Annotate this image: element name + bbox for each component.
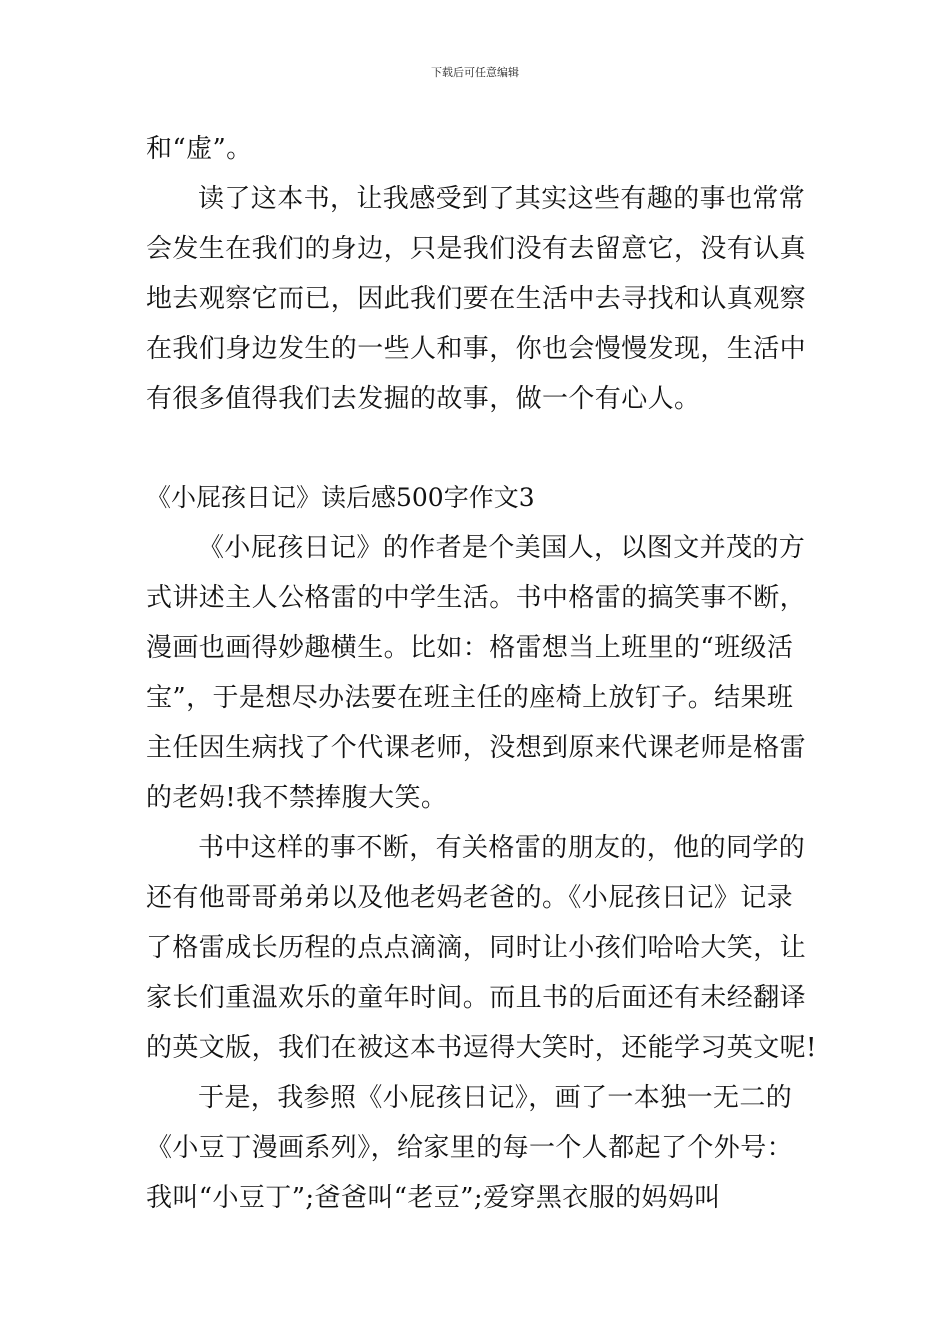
text-line: 主任因生病找了个代课老师，没想到原来代课老师是格雷 xyxy=(146,733,807,763)
text-line: 在我们身边发生的一些人和事，你也会慢慢发现，生活中 xyxy=(146,334,807,364)
text-line: 宝”，于是想尽办法要在班主任的座椅上放钉子。结果班 xyxy=(146,683,794,713)
page-header-note: 下载后可任意编辑 xyxy=(431,66,519,79)
text-line: 我叫“小豆丁”;爸爸叫“老豆”;爱穿黑衣服的妈妈叫 xyxy=(146,1183,721,1213)
text-line: 了格雷成长历程的点点滴滴，同时让小孩们哈哈大笑，让 xyxy=(146,933,807,963)
paragraph-first-line: 书中这样的事不断，有关格雷的朋友的，他的同学的 xyxy=(198,833,806,863)
text-line: 有很多值得我们去发掘的故事，做一个有心人。 xyxy=(146,384,701,414)
text-line: 的英文版，我们在被这本书逗得大笑时，还能学习英文呢! xyxy=(146,1033,817,1063)
text-line: 地去观察它而已，因此我们要在生活中去寻找和认真观察 xyxy=(146,284,807,314)
text-line: 的老妈!我不禁捧腹大笑。 xyxy=(146,783,448,813)
text-line: 《小豆丁漫画系列》，给家里的每一个人都起了个外号： xyxy=(146,1133,794,1163)
text-line: 式讲述主人公格雷的中学生活。书中格雷的搞笑事不断， xyxy=(146,583,807,613)
paragraph-first-line: 《小屁孩日记》的作者是个美国人，以图文并茂的方 xyxy=(198,533,806,563)
section-heading: 《小屁孩日记》读后感500字作文3 xyxy=(146,483,535,512)
paragraph-first-line: 于是，我参照《小屁孩日记》，画了一本独一无二的 xyxy=(198,1083,793,1113)
text-line: 和“虚”。 xyxy=(146,134,253,164)
text-line: 会发生在我们的身边，只是我们没有去留意它，没有认真 xyxy=(146,234,807,264)
text-line: 家长们重温欢乐的童年时间。而且书的后面还有未经翻译 xyxy=(146,983,807,1013)
text-line: 漫画也画得妙趣横生。比如：格雷想当上班里的“班级活 xyxy=(146,633,794,663)
text-line: 还有他哥哥弟弟以及他老妈老爸的。《小屁孩日记》记录 xyxy=(146,883,794,913)
paragraph-first-line: 读了这本书，让我感受到了其实这些有趣的事也常常 xyxy=(198,184,806,214)
